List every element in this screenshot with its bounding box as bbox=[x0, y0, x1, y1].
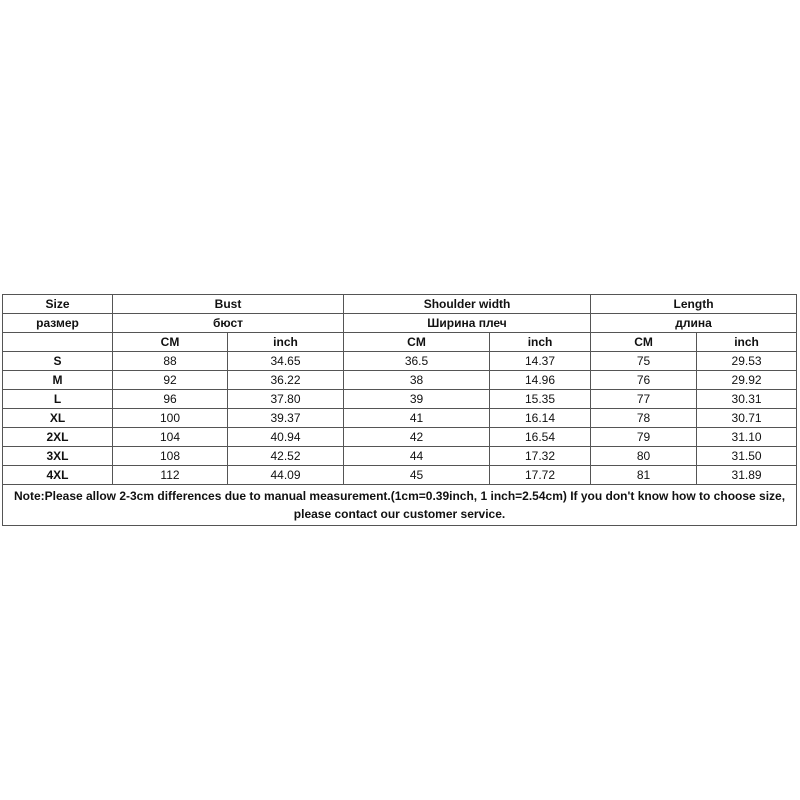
shoulder-inch-cell: 17.72 bbox=[490, 466, 591, 485]
bust-cm-cell: 104 bbox=[113, 428, 228, 447]
header-size: Size bbox=[3, 295, 113, 314]
bust-inch-cell: 40.94 bbox=[228, 428, 344, 447]
length-cm-cell: 79 bbox=[591, 428, 697, 447]
header-shoulder-width: Shoulder width bbox=[344, 295, 591, 314]
bust-cm-cell: 96 bbox=[113, 390, 228, 409]
shoulder-cm-cell: 36.5 bbox=[344, 352, 490, 371]
length-cm-cell: 81 bbox=[591, 466, 697, 485]
table-row bbox=[3, 371, 797, 390]
table-row bbox=[3, 447, 797, 466]
header-length-cm: CM bbox=[591, 333, 697, 352]
size-cell: L bbox=[3, 390, 113, 409]
bust-inch-cell: 37.80 bbox=[228, 390, 344, 409]
length-cm-cell: 75 bbox=[591, 352, 697, 371]
length-cm-cell: 76 bbox=[591, 371, 697, 390]
size-cell: M bbox=[3, 371, 113, 390]
bust-inch-cell: 36.22 bbox=[228, 371, 344, 390]
table-row bbox=[3, 390, 797, 409]
header-length-inch: inch bbox=[697, 333, 797, 352]
shoulder-inch-cell: 14.96 bbox=[490, 371, 591, 390]
bust-inch-cell: 34.65 bbox=[228, 352, 344, 371]
header-bust: Bust bbox=[113, 295, 344, 314]
bust-cm-cell: 100 bbox=[113, 409, 228, 428]
length-cm-cell: 78 bbox=[591, 409, 697, 428]
header-size-ru: размер bbox=[3, 314, 113, 333]
bust-inch-cell: 42.52 bbox=[228, 447, 344, 466]
size-chart-table bbox=[2, 294, 797, 526]
length-inch-cell: 29.53 bbox=[697, 352, 797, 371]
shoulder-cm-cell: 41 bbox=[344, 409, 490, 428]
size-cell: XL bbox=[3, 409, 113, 428]
note-row bbox=[3, 485, 797, 526]
size-cell: S bbox=[3, 352, 113, 371]
shoulder-inch-cell: 15.35 bbox=[490, 390, 591, 409]
shoulder-cm-cell: 45 bbox=[344, 466, 490, 485]
shoulder-inch-cell: 16.14 bbox=[490, 409, 591, 428]
size-cell: 3XL bbox=[3, 447, 113, 466]
shoulder-cm-cell: 39 bbox=[344, 390, 490, 409]
header-row-units bbox=[3, 333, 797, 352]
shoulder-cm-cell: 44 bbox=[344, 447, 490, 466]
size-cell: 4XL bbox=[3, 466, 113, 485]
header-row-english bbox=[3, 295, 797, 314]
bust-cm-cell: 92 bbox=[113, 371, 228, 390]
length-cm-cell: 77 bbox=[591, 390, 697, 409]
table-row bbox=[3, 428, 797, 447]
length-inch-cell: 30.31 bbox=[697, 390, 797, 409]
shoulder-inch-cell: 17.32 bbox=[490, 447, 591, 466]
table-row bbox=[3, 352, 797, 371]
table-row bbox=[3, 466, 797, 485]
shoulder-inch-cell: 16.54 bbox=[490, 428, 591, 447]
length-inch-cell: 30.71 bbox=[697, 409, 797, 428]
bust-cm-cell: 88 bbox=[113, 352, 228, 371]
length-inch-cell: 31.50 bbox=[697, 447, 797, 466]
size-cell: 2XL bbox=[3, 428, 113, 447]
header-unit-empty bbox=[3, 333, 113, 352]
shoulder-cm-cell: 42 bbox=[344, 428, 490, 447]
length-inch-cell: 31.89 bbox=[697, 466, 797, 485]
shoulder-cm-cell: 38 bbox=[344, 371, 490, 390]
header-row-russian bbox=[3, 314, 797, 333]
measurement-note: Note:Please allow 2-3cm differences due to manual measurement.(1cm=0.39inch, 1 inch=2.54cm) If you don't know how to choose size, please contact our customer service. bbox=[3, 485, 797, 526]
bust-cm-cell: 112 bbox=[113, 466, 228, 485]
length-inch-cell: 29.92 bbox=[697, 371, 797, 390]
header-length-ru: длина bbox=[591, 314, 797, 333]
header-bust-inch: inch bbox=[228, 333, 344, 352]
table-row bbox=[3, 409, 797, 428]
bust-inch-cell: 39.37 bbox=[228, 409, 344, 428]
length-inch-cell: 31.10 bbox=[697, 428, 797, 447]
header-shoulder-inch: inch bbox=[490, 333, 591, 352]
length-cm-cell: 80 bbox=[591, 447, 697, 466]
header-shoulder-width-ru: Ширина плеч bbox=[344, 314, 591, 333]
header-bust-cm: CM bbox=[113, 333, 228, 352]
header-bust-ru: бюст bbox=[113, 314, 344, 333]
header-shoulder-cm: CM bbox=[344, 333, 490, 352]
header-length: Length bbox=[591, 295, 797, 314]
shoulder-inch-cell: 14.37 bbox=[490, 352, 591, 371]
bust-inch-cell: 44.09 bbox=[228, 466, 344, 485]
bust-cm-cell: 108 bbox=[113, 447, 228, 466]
